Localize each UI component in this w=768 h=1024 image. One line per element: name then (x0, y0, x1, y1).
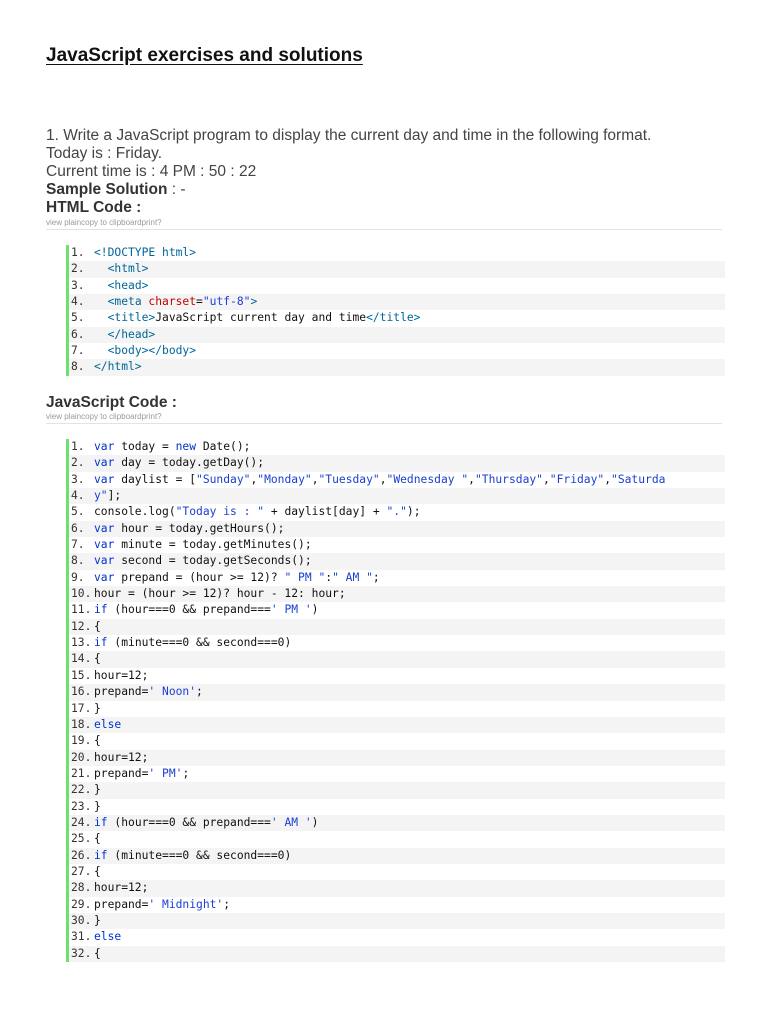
code-text: if (hour===0 && prepand===' AM ') (94, 815, 319, 829)
code-line (69, 635, 725, 651)
html-code-block (66, 245, 725, 376)
code-text: prepand=' PM'; (94, 766, 190, 780)
javascript-code-block (66, 439, 725, 962)
code-text: <head> (107, 278, 149, 292)
line-number: 16. (71, 685, 92, 699)
line-number: 31. (71, 930, 92, 944)
line-number: 6. (71, 521, 85, 535)
code-line (69, 668, 725, 684)
line-number: 2. (71, 262, 85, 276)
code-line (69, 766, 725, 782)
code-text: var daylist = ["Sunday","Monday","Tuesday","Wednesday ","Thursday","Friday","Saturda (94, 472, 666, 486)
line-number: 1. (71, 246, 85, 259)
code-line (69, 455, 725, 471)
code-text: { (94, 734, 101, 748)
code-text: var hour = today.getHours(); (94, 521, 285, 535)
line-number: 7. (71, 538, 85, 552)
javascript-code-toolbar[interactable]: view plaincopy to clipboardprint? (46, 411, 722, 424)
code-line (69, 750, 725, 766)
code-line (69, 504, 725, 520)
html-code-heading: HTML Code : (46, 199, 142, 216)
line-number: 5. (71, 505, 85, 519)
code-text: } (94, 799, 101, 813)
line-number: 25. (71, 832, 92, 846)
sample-solution-line (46, 181, 186, 199)
code-line (69, 245, 725, 261)
line-number: 28. (71, 881, 92, 895)
code-line (69, 782, 725, 798)
code-line (69, 553, 725, 569)
example-time: Current time is : 4 PM : 50 : 22 (46, 163, 257, 180)
line-number: 9. (71, 570, 85, 584)
code-line (69, 651, 725, 667)
code-text: if (hour===0 && prepand===' PM ') (94, 603, 319, 617)
question-prompt: 1. Write a JavaScript program to display the current day and time in the following format. (46, 127, 652, 144)
code-line (69, 717, 725, 733)
code-text: var day = today.getDay(); (94, 456, 265, 470)
code-text: console.log("Today is : " + daylist[day] + "."); (94, 505, 421, 519)
code-text: else (94, 717, 122, 731)
code-line (69, 929, 725, 945)
line-number: 4. (71, 295, 85, 309)
code-text: <body></body> (107, 344, 197, 358)
code-line (69, 848, 725, 864)
line-number: 21. (71, 766, 92, 780)
line-number: 5. (71, 311, 85, 325)
line-number: 14. (71, 652, 92, 666)
example-day: Today is : Friday. (46, 145, 163, 162)
line-number: 12. (71, 619, 92, 633)
line-number: 7. (71, 344, 85, 358)
code-text: } (94, 913, 101, 927)
code-line (69, 327, 725, 343)
code-line (69, 602, 725, 618)
code-text: prepand=' Noon'; (94, 685, 203, 699)
code-text: hour=12; (94, 668, 149, 682)
code-text: </html> (94, 360, 142, 374)
line-number: 30. (71, 913, 92, 927)
javascript-code-heading: JavaScript Code : (46, 394, 177, 411)
line-number: 8. (71, 360, 85, 374)
line-number: 23. (71, 799, 92, 813)
code-text: else (94, 930, 122, 944)
code-text: <html> (107, 262, 149, 276)
code-line (69, 537, 725, 553)
line-number: 15. (71, 668, 92, 682)
code-line (69, 897, 725, 913)
sample-solution-suffix: : - (167, 181, 186, 198)
code-text: var second = today.getSeconds(); (94, 554, 312, 568)
code-text: hour=12; (94, 750, 149, 764)
code-line (69, 619, 725, 635)
code-line (69, 880, 725, 896)
code-text: if (minute===0 && second===0) (94, 636, 292, 650)
line-number: 17. (71, 701, 92, 715)
line-number: 27. (71, 864, 92, 878)
line-number: 13. (71, 636, 92, 650)
line-number: 20. (71, 750, 92, 764)
line-number: 10. (71, 587, 92, 601)
sample-solution-label: Sample Solution (46, 181, 168, 198)
code-line (69, 701, 725, 717)
code-text: <!DOCTYPE html> (94, 246, 197, 259)
line-number: 3. (71, 472, 85, 486)
line-number: 3. (71, 278, 85, 292)
html-code-toolbar[interactable]: view plaincopy to clipboardprint? (46, 217, 722, 230)
line-number: 1. (71, 440, 85, 453)
code-text: hour = (hour >= 12)? hour - 12: hour; (94, 587, 346, 601)
line-number: 8. (71, 554, 85, 568)
code-text: { (94, 946, 101, 960)
code-text: var prepand = (hour >= 12)? " PM ":" AM "; (94, 570, 380, 584)
line-number: 32. (71, 946, 92, 960)
code-line (69, 570, 725, 586)
code-line (69, 488, 725, 504)
code-line (69, 521, 725, 537)
code-line (69, 799, 725, 815)
code-line (69, 310, 725, 326)
code-text: prepand=' Midnight'; (94, 897, 231, 911)
code-line (69, 831, 725, 847)
code-line (69, 359, 725, 375)
code-line (69, 294, 725, 310)
code-text: <title>JavaScript current day and time</title> (107, 311, 421, 325)
code-line (69, 439, 725, 455)
code-text: } (94, 783, 101, 797)
code-line (69, 586, 725, 602)
line-number: 18. (71, 717, 92, 731)
code-line (69, 815, 725, 831)
code-line (69, 278, 725, 294)
code-line (69, 343, 725, 359)
code-text: if (minute===0 && second===0) (94, 848, 292, 862)
code-text: { (94, 832, 101, 846)
code-text: </head> (107, 327, 156, 341)
code-line (69, 472, 725, 488)
code-text: y"]; (94, 489, 122, 503)
line-number: 19. (71, 734, 92, 748)
code-line (69, 913, 725, 929)
code-text: var today = new Date(); (94, 440, 251, 453)
line-number: 29. (71, 897, 92, 911)
code-text: hour=12; (94, 881, 149, 895)
line-number: 2. (71, 456, 85, 470)
page-title: JavaScript exercises and solutions (46, 45, 363, 66)
code-text: { (94, 619, 101, 633)
line-number: 24. (71, 815, 92, 829)
code-text: { (94, 864, 101, 878)
code-text: var minute = today.getMinutes(); (94, 538, 312, 552)
line-number: 6. (71, 327, 85, 341)
line-number: 11. (71, 603, 92, 617)
code-line (69, 684, 725, 700)
code-line (69, 946, 725, 962)
line-number: 4. (71, 489, 85, 503)
code-line (69, 733, 725, 749)
line-number: 22. (71, 783, 92, 797)
code-text: { (94, 652, 101, 666)
code-line (69, 261, 725, 277)
line-number: 26. (71, 848, 92, 862)
code-text: } (94, 701, 101, 715)
code-text: <meta charset="utf-8"> (107, 295, 258, 309)
code-line (69, 864, 725, 880)
